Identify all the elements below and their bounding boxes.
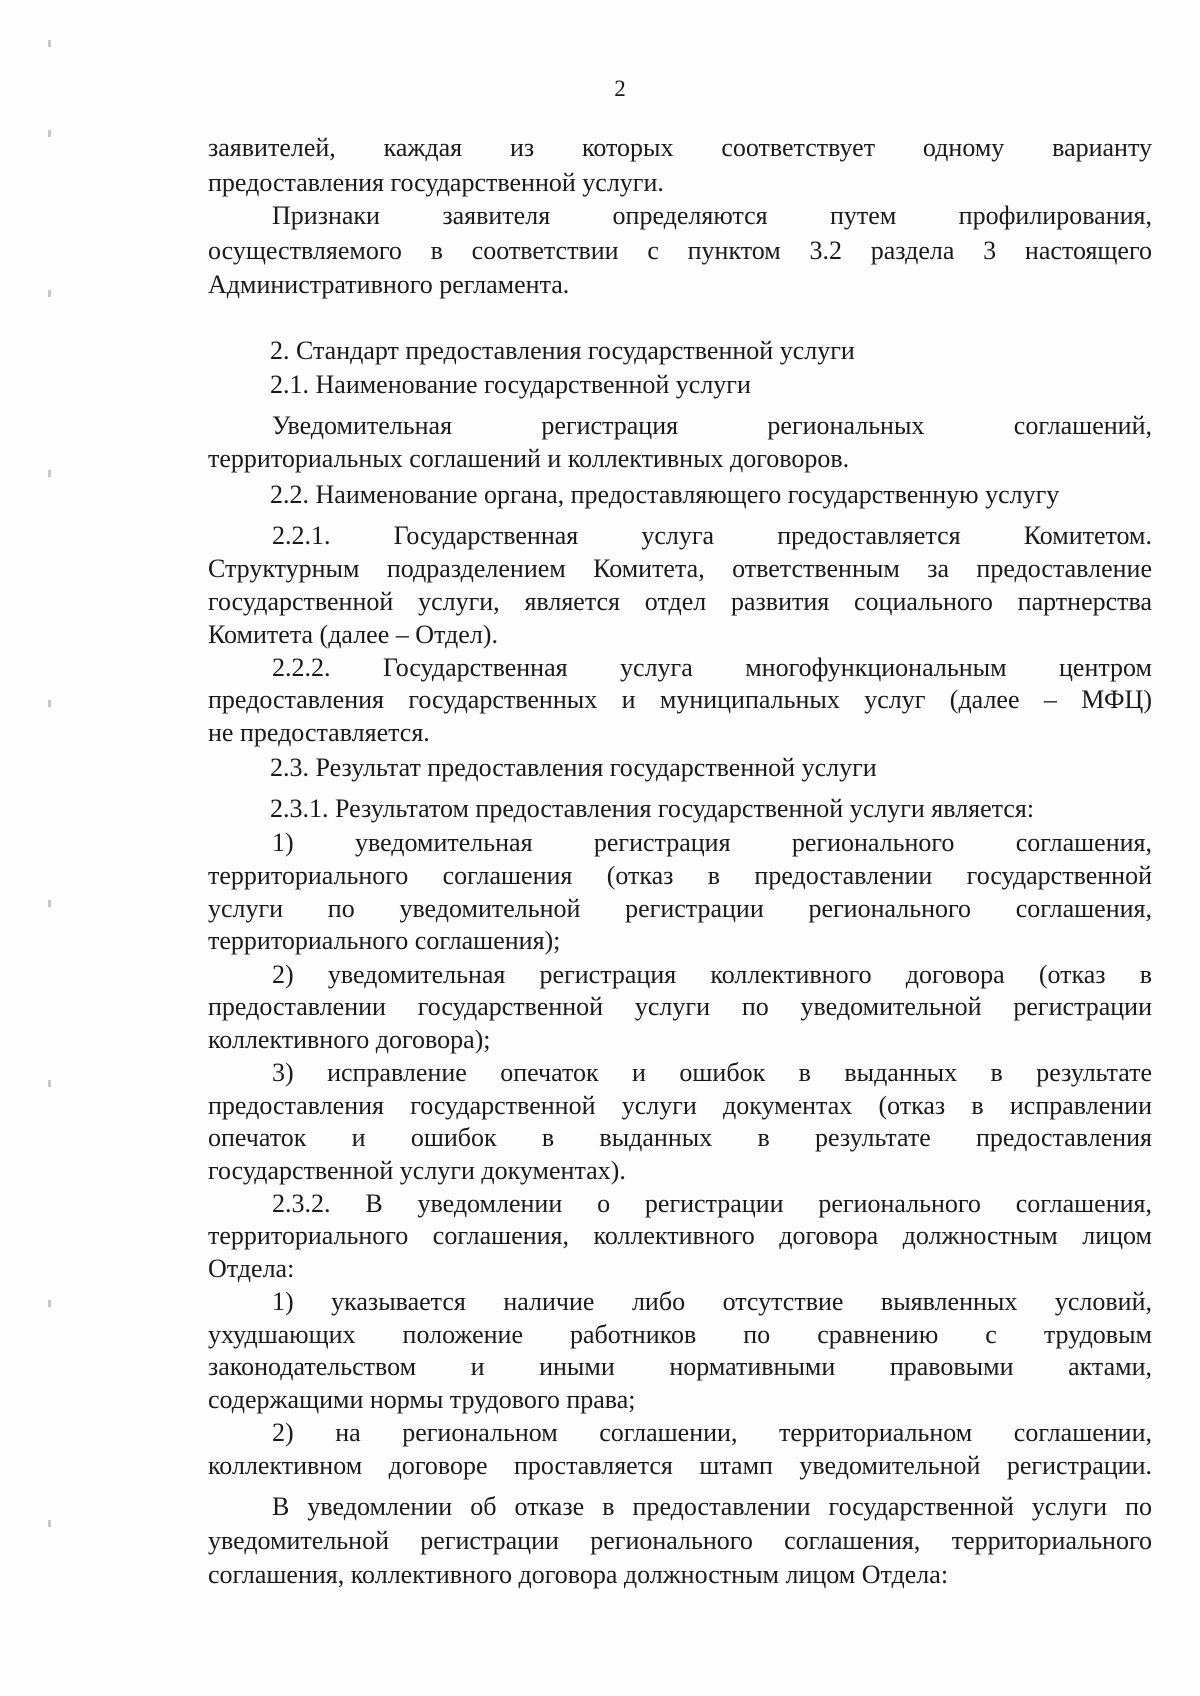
section-heading: 2.2. Наименование органа, предоставляющего государственную услугу	[270, 480, 1060, 509]
text-line: услуги по уведомительной регистрации регионального соглашения,	[208, 894, 1152, 923]
scan-artifact	[48, 1080, 51, 1087]
text-line: коллективного договора);	[208, 1025, 491, 1054]
text-line: ухудшающих положение работников по сравнению с трудовым	[208, 1320, 1152, 1349]
text-line: не предоставляется.	[208, 718, 430, 747]
text-line: территориального соглашения (отказ в предоставлении государственной	[208, 861, 1152, 890]
scan-artifact	[48, 470, 51, 477]
text-line: предоставления государственной услуги.	[208, 168, 664, 197]
text-line: Отдела:	[208, 1254, 295, 1283]
page-number: 2	[614, 76, 626, 101]
scan-artifact	[48, 1300, 51, 1307]
text-line: 2.3.2. В уведомлении о регистрации регионального соглашения,	[272, 1189, 1152, 1218]
text-line: 1) уведомительная регистрация регионального соглашения,	[272, 828, 1152, 857]
text-line: государственной услуги, является отдел развития социального партнерства	[208, 587, 1152, 616]
scan-artifact	[48, 290, 51, 297]
text-line: уведомительной регистрации регионального соглашения, территориального	[208, 1526, 1152, 1555]
section-heading: 2. Стандарт предоставления государственной услуги	[270, 336, 855, 365]
text-line: 2.2.1. Государственная услуга предоставляется Комитетом.	[272, 521, 1152, 550]
text-line: В уведомлении об отказе в предоставлении государственной услуги по	[272, 1492, 1152, 1521]
text-line: 2.3.1. Результатом предоставления государственной услуги является:	[270, 794, 1035, 823]
text-line: территориального соглашения, коллективного договора должностным лицом	[208, 1221, 1152, 1250]
section-heading: 2.1. Наименование государственной услуги	[270, 370, 751, 399]
text-line: коллективном договоре проставляется штамп уведомительной регистрации.	[208, 1451, 1152, 1480]
text-line: содержащими нормы трудового права;	[208, 1385, 636, 1414]
text-line: Административного регламента.	[208, 270, 570, 299]
text-line: предоставления государственных и муниципальных услуг (далее – МФЦ)	[208, 685, 1152, 714]
text-line: Уведомительная регистрация региональных соглашений,	[272, 411, 1152, 440]
text-line: законодательством и иными нормативными правовыми актами,	[208, 1352, 1152, 1381]
text-line: заявителей, каждая из которых соответствует одному варианту	[208, 133, 1152, 162]
section-heading: 2.3. Результат предоставления государственной услуги	[270, 753, 877, 782]
text-line: 2) на региональном соглашении, территориальном соглашении,	[272, 1418, 1152, 1447]
scan-artifact	[48, 40, 51, 47]
scan-artifact	[48, 1520, 51, 1527]
scan-artifact	[48, 130, 51, 137]
text-line: опечаток и ошибок в выданных в результате предоставления	[208, 1123, 1152, 1152]
text-line: 3) исправление опечаток и ошибок в выданных в результате	[272, 1058, 1152, 1087]
text-line: 2) уведомительная регистрация коллективного договора (отказ в	[272, 960, 1152, 989]
text-line: 2.2.2. Государственная услуга многофункциональным центром	[272, 653, 1152, 682]
text-line: территориальных соглашений и коллективных договоров.	[208, 444, 850, 473]
text-line: Комитета (далее – Отдел).	[208, 620, 498, 649]
text-line: государственной услуги документах).	[208, 1156, 626, 1185]
text-line: осуществляемого в соответствии с пунктом 3.2 раздела 3 настоящего	[208, 236, 1152, 265]
text-line: Структурным подразделением Комитета, ответственным за предоставление	[208, 554, 1152, 583]
text-line: предоставлении государственной услуги по уведомительной регистрации	[208, 992, 1152, 1021]
scan-artifact	[48, 900, 51, 907]
text-line: соглашения, коллективного договора должностным лицом Отдела:	[208, 1560, 949, 1589]
scan-artifact	[48, 700, 51, 707]
text-line: Признаки заявителя определяются путем профилирования,	[272, 201, 1152, 230]
text-line: предоставления государственной услуги документах (отказ в исправлении	[208, 1091, 1152, 1120]
text-line: территориального соглашения);	[208, 926, 561, 955]
text-line: 1) указывается наличие либо отсутствие выявленных условий,	[272, 1287, 1152, 1316]
